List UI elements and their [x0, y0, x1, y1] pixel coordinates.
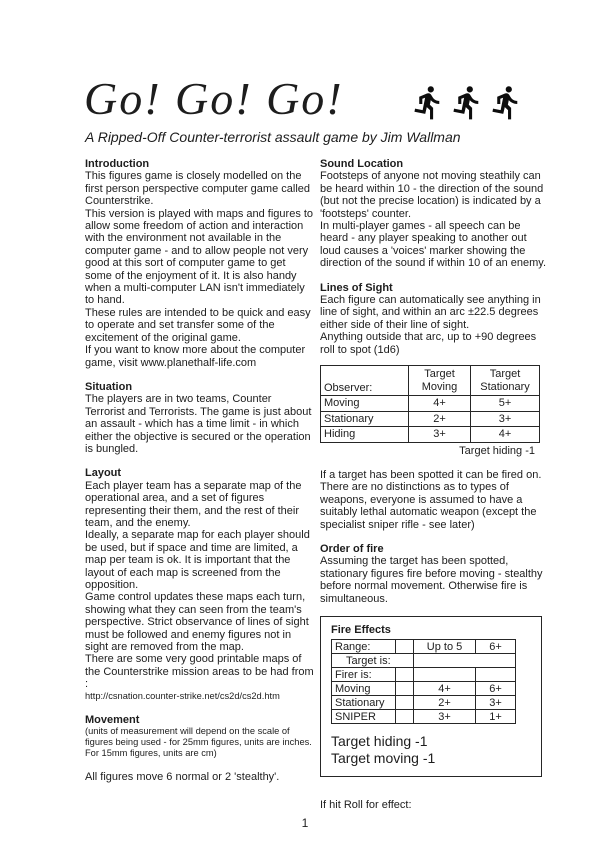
section-order-of-fire: [320, 543, 549, 605]
fire-row-label: Stationary: [332, 696, 396, 710]
cell-empty: [414, 668, 476, 682]
cell-empty: [414, 654, 516, 668]
page-number: 1: [301, 816, 309, 830]
layout-paragraph: There are some very good printable maps of the Counterstrike mission areas to be had from :: [85, 653, 314, 691]
running-man-icon: [410, 84, 447, 121]
cell-value: 3+: [476, 696, 516, 710]
heading-introduction: Introduction: [85, 158, 150, 170]
table-row: [321, 411, 540, 427]
heading-layout: Layout: [85, 467, 122, 480]
cell-empty: [396, 640, 414, 654]
cell-empty: [396, 696, 414, 710]
table-row: [332, 710, 516, 724]
spotting-col-target-moving: Target Moving: [409, 366, 471, 396]
section-situation: [85, 381, 314, 455]
page-title: Go! Go! Go!: [84, 73, 344, 124]
section-lines-of-sight: [320, 282, 549, 457]
layout-paragraph: Each player team has a separate map of the operational area, and a set of figures representing their them, and the rest of their team, and the enemy.: [85, 479, 302, 529]
fire-target-is-label: Target is:: [332, 654, 414, 668]
cell-value: 6+: [476, 682, 516, 696]
fire-row-label: SNIPER: [332, 710, 396, 724]
heading-situation: Situation: [85, 380, 133, 393]
situation-paragraph: The players are in two teams, Counter Terrorist and Terrorists. The game is just about an assault - which has a time limit - in which either the objective is secured or the operation is bungled.: [85, 393, 312, 455]
spotting-table: [320, 365, 540, 443]
table-row: [321, 427, 540, 443]
cell-value: 2+: [409, 411, 471, 427]
movement-rule: [85, 771, 314, 783]
cell-value: 2+: [414, 696, 476, 710]
spotted-paragraph: If a target has been spotted it can be fired on. There are no distinctions as to types of weapons, everyone is assumed to have a suitably lethal automatic weapon (except the specialist sniper rifle - see later): [320, 469, 542, 531]
cell-observer-state: Moving: [321, 396, 409, 412]
intro-paragraph: This version is played with maps and figures to allow some freedom of action and interaction with the environment not available in the computer game - and to allow people not very good at this sort of computer game to get some of the enjoyment of it. It is also handy when a multi-computer LAN isn't immediately to hand.: [85, 207, 314, 307]
fire-range-label: Range:: [332, 640, 396, 654]
table-row: [332, 668, 516, 682]
table-row: [332, 696, 516, 710]
cell-value: 3+: [409, 427, 471, 443]
heading-order-of-fire: Order of fire: [320, 543, 384, 556]
table-header-row: [321, 366, 540, 396]
spotting-col-target-stationary: Target Stationary: [471, 366, 540, 396]
fire-effects-box: [320, 616, 542, 777]
layout-paragraph: Game control updates these maps each turn, showing what they can seen from the team's perspective. Strict observance of lines of sight must be followed and enemy figures not in sight are removed from the map.: [85, 591, 309, 654]
heading-fire-effects: Fire Effects: [331, 624, 391, 637]
section-introduction: [85, 158, 314, 369]
maps-url-text: http://csnation.counter-strike.net/cs2d/cs2d.htm: [85, 690, 280, 701]
fire-range-near: Up to 5: [414, 640, 476, 654]
cell-value: 4+: [471, 427, 540, 443]
cell-value: 1+: [476, 710, 516, 724]
if-hit-line: If hit Roll for effect:: [320, 799, 412, 812]
section-movement: [85, 714, 314, 759]
sound-paragraph: Footsteps of anyone not moving steathily can be heard within 10 - the direction of the sound (but not the precise location) is indicated by a 'footsteps' counter.: [320, 170, 544, 220]
cell-value: 3+: [414, 710, 476, 724]
cell-value: 4+: [414, 682, 476, 696]
cell-value: 3+: [471, 411, 540, 427]
table-row: [332, 654, 516, 668]
cell-value: 4+: [409, 396, 471, 412]
heading-movement: Movement: [85, 713, 140, 726]
fire-modifiers: [331, 733, 533, 767]
running-men-icons: [410, 84, 525, 121]
fire-effects-table: [331, 639, 516, 724]
cell-empty: [476, 668, 516, 682]
movement-small-print: (units of measurement will depend on the scale of figures being used - for 25mm figures, units are inches. For 15mm figures, units are cm): [85, 726, 312, 759]
sight-paragraph: Each figure can automatically see anything in line of sight, and within an arc ±22.5 degrees either side of their line of sight.: [320, 294, 541, 331]
cell-observer-state: Stationary: [321, 411, 409, 427]
cell-empty: [396, 682, 414, 696]
running-man-icon: [449, 84, 486, 121]
fire-firer-is-label: Firer is:: [332, 668, 396, 682]
fire-range-far: 6+: [476, 640, 516, 654]
order-of-fire-paragraph: Assuming the target has been spotted, stationary figures fire before moving - stealthy before normal movement. Otherwise fire is simultaneous.: [320, 555, 543, 605]
page-subtitle: A Ripped-Off Counter-terrorist assault game by Jim Wallman: [85, 129, 461, 145]
spotting-col-observer: Observer:: [321, 366, 409, 396]
right-column: [320, 158, 549, 812]
sound-paragraph: In multi-player games - all speech can be heard - any player speaking to another out loud causes a 'voices' marker showing the direction of the sound if within 10 of an enemy.: [320, 220, 547, 270]
layout-paragraph: Ideally, a separate map for each player should be used, but if space and time are limited, a map per team is ok. It is important that the layout of each map is screened from the opposition.: [85, 529, 310, 591]
cell-empty: [396, 668, 414, 682]
table-row: [332, 682, 516, 696]
cell-empty: [396, 710, 414, 724]
spotted-rule: [320, 469, 549, 531]
section-sound-location: [320, 158, 549, 270]
spotting-table-footnote: Target hiding -1: [459, 444, 535, 457]
fire-row-label: Moving: [332, 682, 396, 696]
cell-observer-state: Hiding: [321, 427, 409, 443]
fire-modifier-line: Target moving -1: [331, 750, 436, 767]
left-column: [85, 158, 314, 783]
movement-paragraph: All figures move 6 normal or 2 'stealthy'.: [85, 771, 280, 784]
table-row: [321, 396, 540, 412]
heading-sound-location: Sound Location: [320, 158, 404, 170]
intro-paragraph: If you want to know more about the computer game, visit www.planethalf-life.com: [85, 344, 306, 369]
fire-modifier-line: Target hiding -1: [331, 733, 428, 750]
sight-paragraph: Anything outside that arc, up to +90 degrees roll to spot (1d6): [320, 331, 537, 356]
section-layout: [85, 467, 314, 701]
cell-value: 5+: [471, 396, 540, 412]
intro-paragraph: This figures game is closely modelled on the first person perspective computer game called Counterstrike.: [85, 170, 310, 208]
intro-paragraph: These rules are intended to be quick and easy to operate and set transfer some of the excitement of the original game.: [85, 306, 311, 344]
heading-lines-of-sight: Lines of Sight: [320, 281, 393, 294]
running-man-icon: [488, 84, 525, 121]
table-row: [332, 640, 516, 654]
